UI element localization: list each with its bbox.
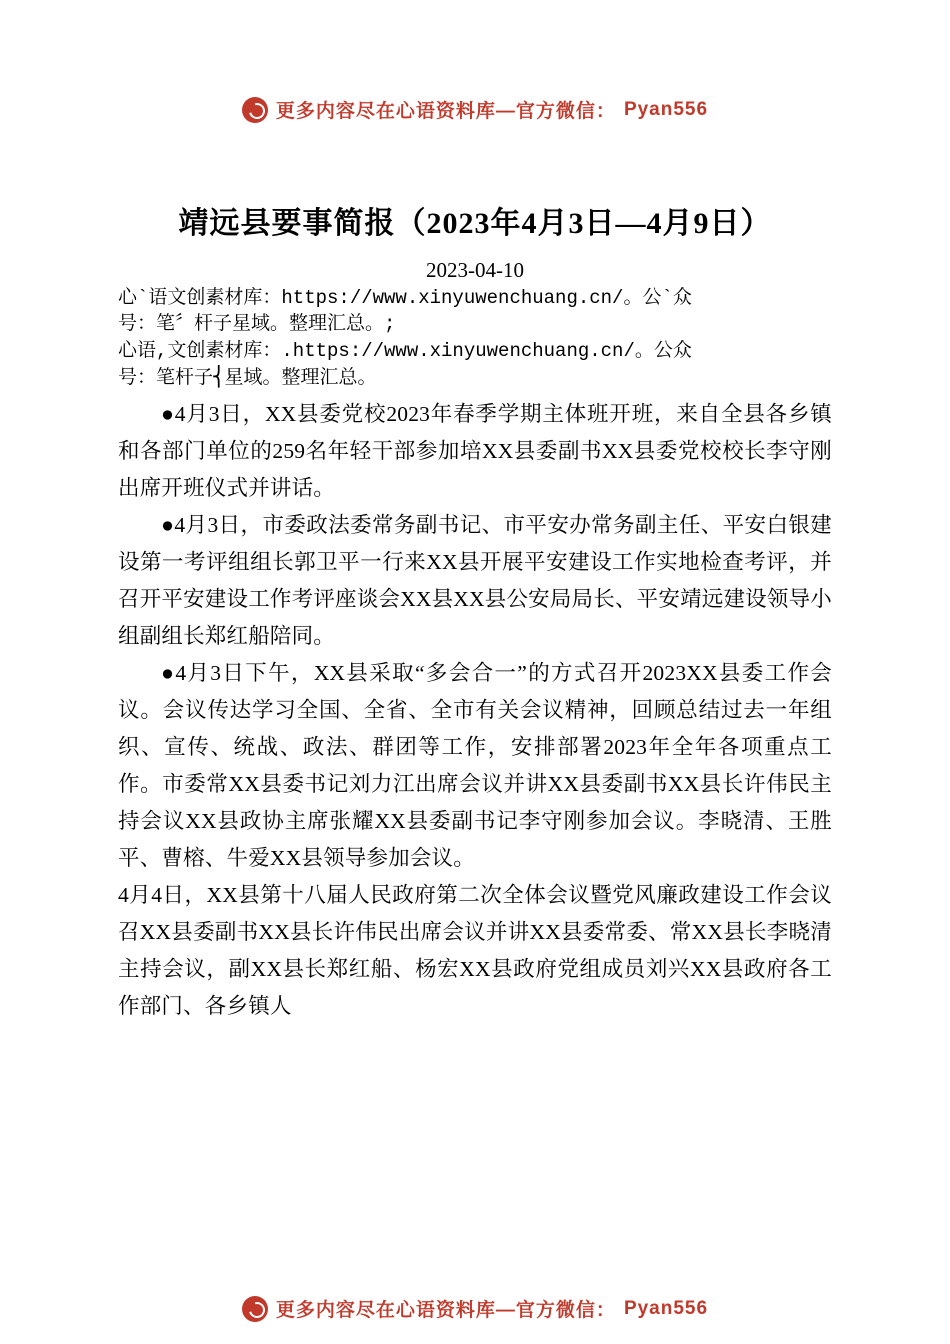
watermark-bottom (0, 1295, 950, 1322)
watermark-top (0, 96, 950, 123)
body-paragraph: 4月4日，XX县第十八届人民政府第二次全体会议暨党风廉政建设工作会议召XX县委副书XX县长许伟民出席会议并讲XX县委常委、常XX县长李晓清主持会议，副XX县长郑红船、杨宏XX县政府党组成员刘兴XX县政府各工 作部门、各乡镇人 (118, 882, 832, 1018)
watermark-account: Pyan556 (623, 98, 709, 120)
body-paragraph: ●4月3日，市委政法委常务副书记、市平安办常务副主任、平安白银建设第一考评组组长郭卫平一行来XX县开展平安建设工作实地检查考评，并召开平安建设工作考评座谈会XX县XX县公安局局长、平安靖远建设领导小组副组长郑红船陪同。 (118, 513, 832, 649)
source-line: 心语,文创素材库：.https://www.xinyuwenchuang.cn/。公众 (118, 340, 692, 363)
source-line: 心`语文创素材库：https://www.xinyuwenchuang.cn/。公`众 (118, 286, 692, 309)
source-line: 号：笔〞杆子星域。整理汇总。; (118, 313, 396, 336)
watermark-text: 更多内容尽在心语资料库—官方微信： (275, 1300, 616, 1321)
page-title: 靖远县要事简报（2023年4月3日—4月9日） (178, 207, 772, 240)
source-note (118, 285, 832, 393)
document-date: 2023-04-10 (426, 257, 524, 282)
body-paragraph: ●4月3日，XX县委党校2023年春季学期主体班开班，来自全县各乡镇和各部门单位的259名年轻干部参加培XX县委副书XX县委党校校长李守刚出席开班仪式并讲话。 (118, 402, 832, 501)
circle-logo-icon (242, 97, 268, 123)
watermark-account: Pyan556 (623, 1297, 709, 1319)
circle-logo-icon (242, 1296, 268, 1322)
watermark-text: 更多内容尽在心语资料库—官方微信： (275, 101, 616, 122)
body-paragraph: ●4月3日下午，XX县采取“多会合一”的方式召开2023XX县委工作会议。会议传达学习全国、全省、全市有关会议精神，回顾总结过去一年组织、宣传、统战、政法、群团等工作，安排部署2023年全年各项重点工作。市委常XX县委书记刘力江出席会议并讲XX县委副书XX县长许伟民主持会议XX县政协主席张耀XX县委副书记李守刚参加会议。李晓清、王胜平、曹榕、牛爱XX县领导参加会议。 (118, 661, 832, 870)
source-line: 号：笔杆子⎨星域。整理汇总。 (118, 367, 377, 390)
